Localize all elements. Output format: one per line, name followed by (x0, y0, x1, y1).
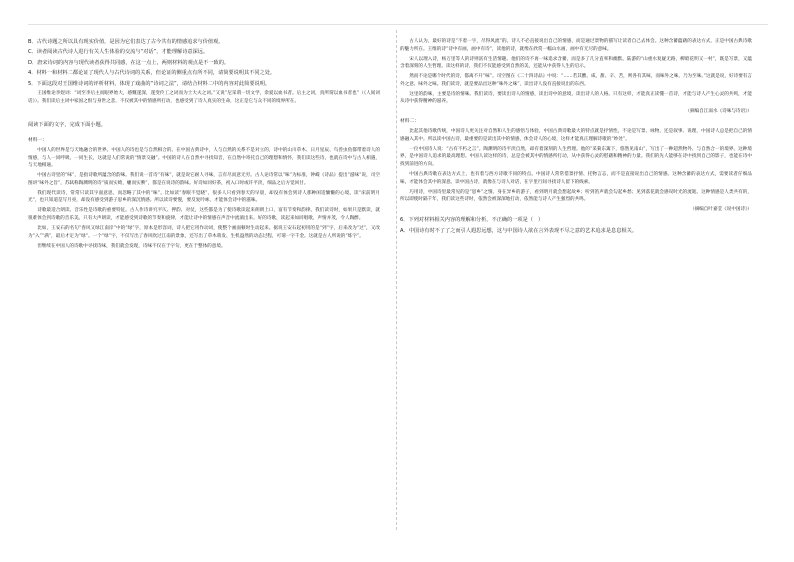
material-1-paragraph: 比如，王安石的名句“春风又绿江南岸”中的“绿”字，原本是形容词，诗人把它用作动词，使整个画面顿时生动起来。据说王安石起初用的是“到”字，后来改为“过”，又改为“入”“满”，最后才定为“绿”。一个“绿”字，不仅写出了春风吹过江南的景象，还写出了草木萌发、生机盎然的动态过程，可谓一字千金。这就是古人所说的“炼字”。 (28, 225, 380, 239)
material-1-paragraph: 中国人的世界是与天地融合的世界。中国人的诗也是与自然相合的。在中国古典诗中，人与自然的关系不是对立的，诗中的山川草木、日月星辰、鸟兽虫鱼都带着诗人的情感，与人一同呼吸、一同生长，这就是人们常说的“情景交融”。中国的诗人在自然中寻找知音，在自然中寄托自己的理想和情怀，我们读这些诗，也就在诗中与古人相遇，与天地相通。 (28, 147, 380, 169)
right-column (400, 38, 752, 237)
material-2-paragraph: 巧用诗，中国诗里最常见的是“思乡”之情。身在异乡的游子，看到明月就会想起故乡；听到笛声就会勾起乡愁；见到落花就会感叹时光的流逝。这种情感是人类共有的，所以即使时隔千年，我们读这些诗时，依然会被深深地打动，依然能与诗人产生强烈的共鸣。 (400, 189, 752, 203)
option-d: D．唐宋诗词的内容与现代读者获得共同感，在这一点上，两则材料的观点是不一致的。 (28, 59, 230, 66)
material-1-paragraph: 诗歌最适合朗读。音乐性是诗歌的重要特征。古人作诗讲究平仄、押韵、对仗，这些都是为了使诗歌读起来朗朗上口，富有节奏和韵律。我们读诗时，如果只是默读，就很难体会到诗歌的音乐美。只有大声朗读，才能感受到诗歌的节奏和旋律，才能让诗中的情感在声音中流淌出来。好的诗歌，读起来如同唱歌，声情并茂，令人陶醉。 (28, 208, 380, 222)
column-divider (396, 30, 397, 530)
material-1-continued: 然而不论是哪个时代的诗，都离不开“味”。司空图在《二十四诗品》中说：“……若其酸、咸、甜、辛、苦，则各有其味，而味外之味，乃为至味。”这就是说，好诗要有言外之意、味外之味。我们读诗，就是要品出这种“味外之味”，读出诗人没有直接说出的东西。 (400, 74, 752, 87)
question-5: 5．下面这段对王国维诗词的评析材料，体现了戏曲的“诗词之法”，请结合材料二中的内容对此简要说明。 (28, 80, 271, 87)
material-2-label: 材料二： (400, 119, 420, 125)
material-1-paragraph: 但继续在中国人的诗歌中寻找诗味，我们就会发现，诗味不仅在于字句，更在于整体的意境。 (37, 243, 226, 249)
material-1-paragraph: 中国古诗里的“味”，是指诗歌所蕴含的韵味。我们说一首诗“有味”，就是说它耐人寻味，言有尽而意无穷。古人论诗常以“味”为标准，钟嵘《诗品》提出“滋味”说，司空图讲“味外之旨”，苏轼称陶渊明的诗“质而实绮，癯而实腴”，都是在说诗的韵味。好诗如同好茶，初入口时或许平淡，细品之后方觉回甘。 (28, 173, 380, 186)
header-rule (28, 24, 768, 25)
material-2-paragraph: 比起其他诗歌传统，中国诗人更关注对自然和人生的感悟与体验，中国古典诗歌最大的特点就是抒情性。不论是写景、咏物，还是叙事、说理，中国诗人总是把自己的情感融入其中。所以读中国古诗，最重要的是读出其中的情感，体会诗人的心境，这样才能真正理解诗歌的“妙处”。 (400, 129, 752, 142)
material-1-continued: 这里的韵味，主要是诗的情味。我们读诗，要读出诗人的情感，读出诗中的意境，读出诗人的人格。只有这样，才能真正读懂一首诗，才能与诗人产生心灵的共鸣，才能从诗中获得精神的滋养。 (400, 91, 752, 105)
material-1-label: 材料一： (28, 137, 48, 143)
question-6: 6．下列对材料相关内容的理解和分析，不正确的一项是（ ） (400, 217, 544, 224)
material-1-continued: 古人认为，最好的诗是“不着一字，尽得风流”的。诗人不必直接说出自己的情感，而是通过景物的描写让读者自己去体会。这种含蓄蕴藉的表达方式，正是中国古典诗歌的魅力所在。王维的诗“诗中有画，画中有诗”，读他的诗，就像在欣赏一幅山水画，画中有无尽的意味。 (400, 39, 752, 52)
question-6-option-a: A．中国诗有时不了了之而引人遐思远想，这与中国诗人欲在言外表现不尽之意的艺术追求是息息相关。 (400, 227, 637, 234)
material-1-paragraph: 我们现代读诗，常常只读其字面意思，而忽略了其中的“味”。比如读“春眠不觉晓”，很多人只看到春天的早晨，却没有体会到诗人那种闲适慵懒的心境。读“床前明月光”，也只知道是写月亮，却没有感受到游子思乡的深沉情感。所以读诗要慢，要反复吟咏，才能体会诗中的滋味。 (28, 190, 380, 204)
source-citation-1: （摘编自江弱水《诗味与诗语》） (685, 109, 752, 115)
left-column (28, 38, 380, 252)
material-1-continued: 宋人以理入诗，杨万里等人的诗则富有生活情趣。他们的诗不再一味追求含蓄，而是多了几分直率和幽默。陆游的“山重水复疑无路，柳暗花明又一村”，既是写景，又蕴含着深刻的人生哲理。读这样的诗，我们不仅能感受到自然的美，还能从中获得人生的启示。 (400, 56, 752, 70)
material-2-paragraph: 中国古典诗歌在表达方式上，也有着与西方诗歌不同的特点。中国诗人常常借景抒情、托物言志，而不是直接说出自己的情感。这种含蓄的表达方式，需要读者仔细品味，才能体会其中的深意。读中国古诗，就像在与诗人对话，在字里行间寻找诗人留下的线索。 (400, 172, 752, 185)
question-5-passage: 王国维论李煜词：“词至李后主而眼界始大，感慨遂深，遂变伶工之词而为士大夫之词。”又说“尼采谓一切文学，余爱以血书者。后主之词，真所谓以血书者也”（《人间词话》）。我们读后主词中家国之恨与身世之悲，不仅被其中的情感所打动，也感受到了诗人真实的生命，这正是它与众不同的境界所在。 (28, 90, 380, 104)
source-citation-2: （摘编自叶嘉莹《说中国诗》） (689, 207, 752, 213)
reading-instruction: 阅读下面的文字，完成下面小题。 (28, 121, 106, 128)
question-4: 4．材料一和材料二都论证了现代人与古代诗词的关系，但论证的侧重点有所不同，请简要说明其不同之处。 (28, 70, 276, 77)
option-c: C．读者阅读古代诗人进行有关人生体验的交流与“对话”，才能理解诗意深远。 (28, 49, 209, 56)
material-2-paragraph: 一位中国诗人说：“古有不朽之言”。陶渊明的诗平淡自然，却有着深刻的人生哲理。他的“采菊东篱下，悠然见南山”，写出了一种超然物外、与自然合一的境界。这种境界，是中国诗人追求的最高理想。中国人读这样的诗，总是会被其中的情感所打动，从中获得心灵的慰藉和精神的力量。我们的先人能够在诗中找到自己的影子，也能在诗中找到前进的方向。 (400, 146, 752, 168)
option-b: B．古代诗题之所以具有现实价值，是因为它们表达了古今共有的情感追求与价值观。 (28, 39, 224, 45)
